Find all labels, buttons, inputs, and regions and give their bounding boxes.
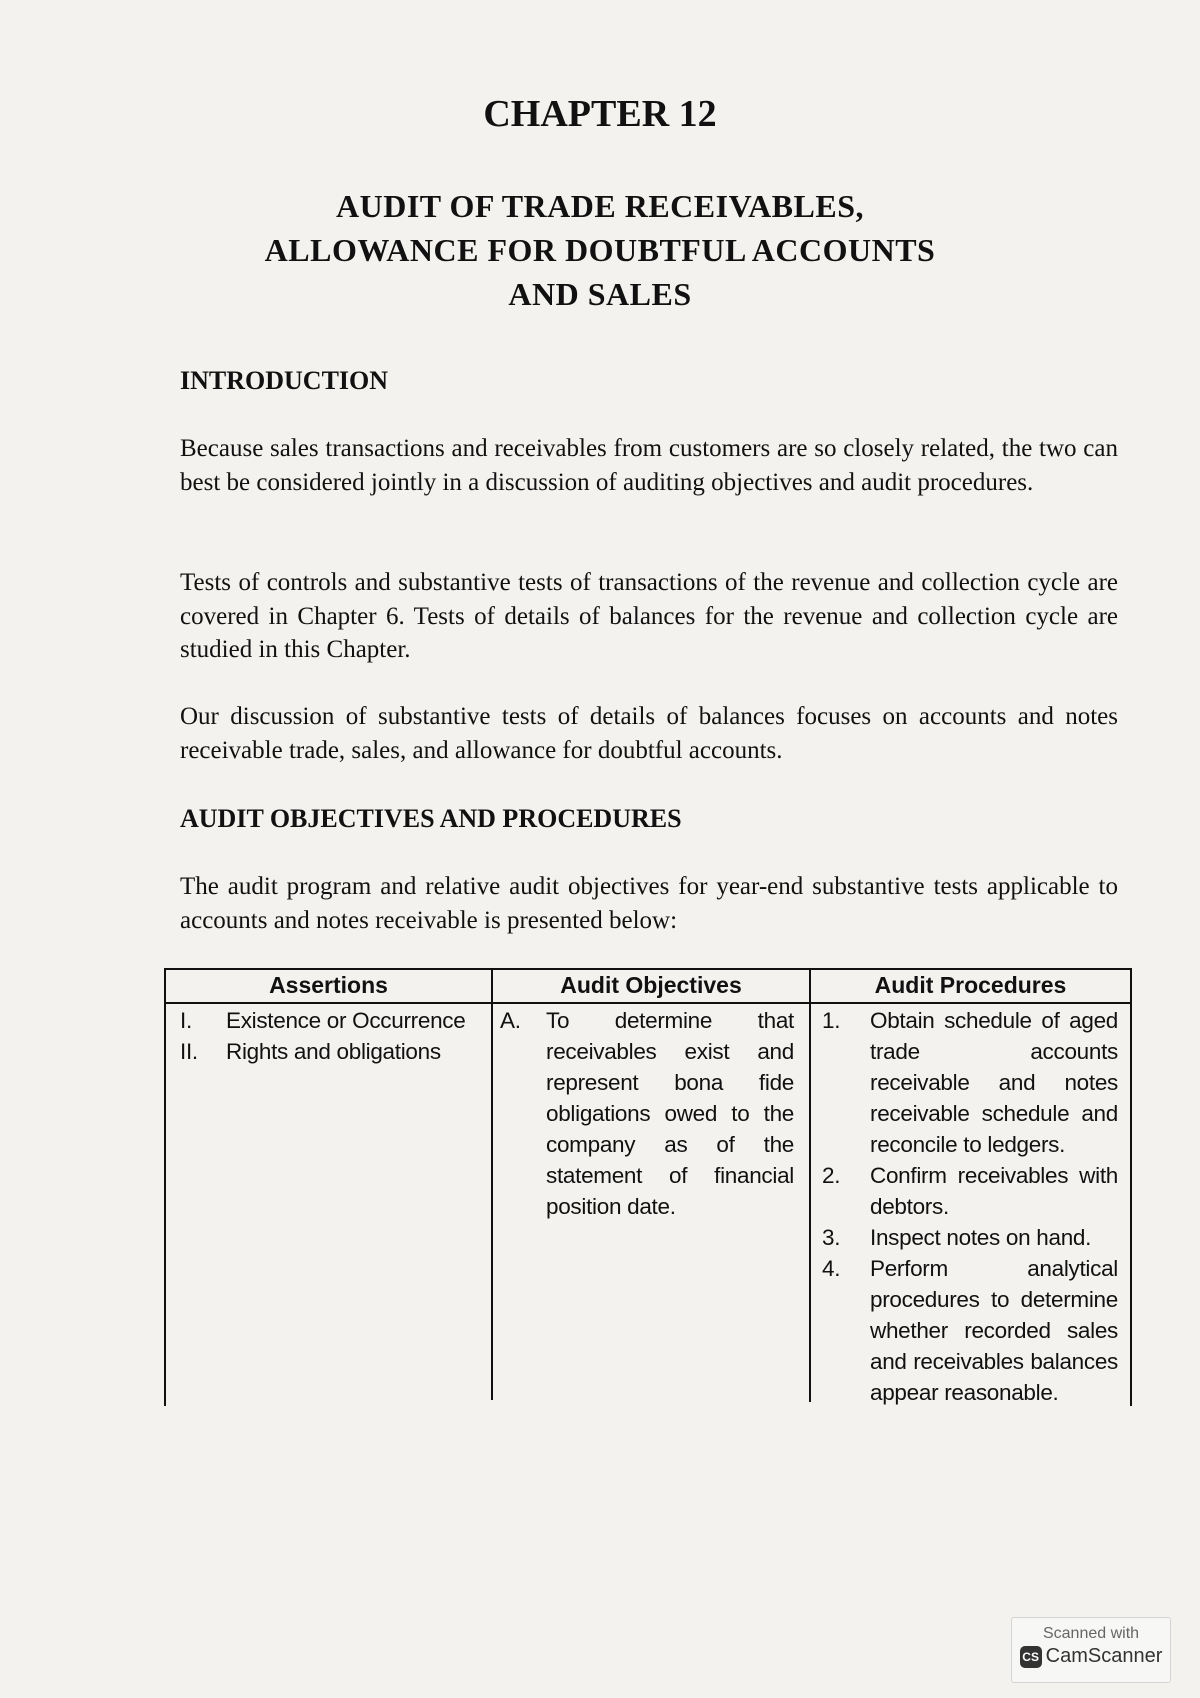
procedure-marker: 4. — [822, 1256, 841, 1281]
table-right-border — [1130, 968, 1132, 1406]
procedure-text: Inspect notes on hand. — [870, 1225, 1092, 1250]
chapter-title-line-1: AUDIT OF TRADE RECEIVABLES, — [335, 188, 864, 224]
table-top-border — [164, 968, 1130, 970]
procedure-marker: 2. — [822, 1163, 841, 1188]
assertion-text: Rights and obligations — [226, 1039, 441, 1064]
assertions-cell — [180, 1005, 480, 1067]
assertion-marker: II. — [180, 1039, 198, 1064]
table-column-divider-2 — [809, 968, 811, 1402]
procedure-item — [822, 1160, 1118, 1222]
assertion-item — [180, 1036, 480, 1067]
chapter-title-line-3: AND SALES — [508, 276, 692, 312]
objectives-cell — [500, 1005, 794, 1222]
introduction-heading: INTRODUCTION — [180, 366, 389, 395]
table-left-border — [164, 968, 166, 1406]
watermark-brand-name: CamScanner — [1045, 1645, 1163, 1667]
assertion-marker: I. — [180, 1008, 192, 1033]
column-header-assertions: Assertions — [269, 972, 388, 998]
table-header-divider — [164, 1002, 1130, 1004]
objective-marker: A. — [500, 1008, 521, 1033]
column-header-audit-procedures: Audit Procedures — [874, 972, 1067, 998]
procedure-text: Confirm receivables with debtors. — [870, 1163, 1118, 1219]
introduction-paragraph-2: Tests of controls and substantive tests of transactions of the revenue and collection cycle are covered in Chapter 6. Tests of details of balances for the revenue and collection cycle are studied in this Chapter. — [180, 569, 1118, 663]
procedure-item — [822, 1005, 1118, 1160]
audit-program-intro: The audit program and relative audit objectives for year-end substantive tests applicable to accounts and notes receivable is presented below: — [180, 873, 1118, 934]
introduction-paragraph-3: Our discussion of substantive tests of details of balances focuses on accounts and notes receivable trade, sales, and allowance for doubtful accounts. — [180, 703, 1118, 764]
procedure-text: Perform analytical procedures to determine whether recorded sales and receivables balances appear reasonable. — [870, 1256, 1118, 1405]
column-header-audit-objectives: Audit Objectives — [560, 972, 742, 998]
objective-item — [500, 1005, 794, 1222]
assertion-item — [180, 1005, 480, 1036]
watermark-brand — [1012, 1645, 1170, 1668]
chapter-title-line-2: ALLOWANCE FOR DOUBTFUL ACCOUNTS — [264, 232, 936, 268]
procedure-text: Obtain schedule of aged trade accounts receivable and notes receivable schedule and reconcile to ledgers. — [870, 1008, 1118, 1157]
procedure-item — [822, 1253, 1118, 1408]
procedure-marker: 1. — [822, 1008, 841, 1033]
audit-objectives-heading: AUDIT OBJECTIVES AND PROCEDURES — [180, 804, 682, 833]
camscanner-logo-icon: CS — [1020, 1646, 1042, 1668]
procedure-item — [822, 1222, 1118, 1253]
watermark-caption: Scanned with — [1042, 1625, 1140, 1642]
introduction-paragraph-1: Because sales transactions and receivables from customers are so closely related, the two can best be considered jointly in a discussion of auditing objectives and audit procedures. — [180, 435, 1118, 496]
chapter-label: CHAPTER 12 — [483, 93, 717, 135]
procedures-cell — [822, 1005, 1118, 1408]
assertion-text: Existence or Occurrence — [226, 1008, 466, 1033]
procedure-marker: 3. — [822, 1225, 841, 1250]
objective-text: To determine that receivables exist and represent bona fide obligations owed to the company as of the statement of financial position date. — [546, 1008, 794, 1219]
camscanner-watermark — [1011, 1617, 1171, 1683]
table-column-divider-1 — [491, 968, 493, 1400]
